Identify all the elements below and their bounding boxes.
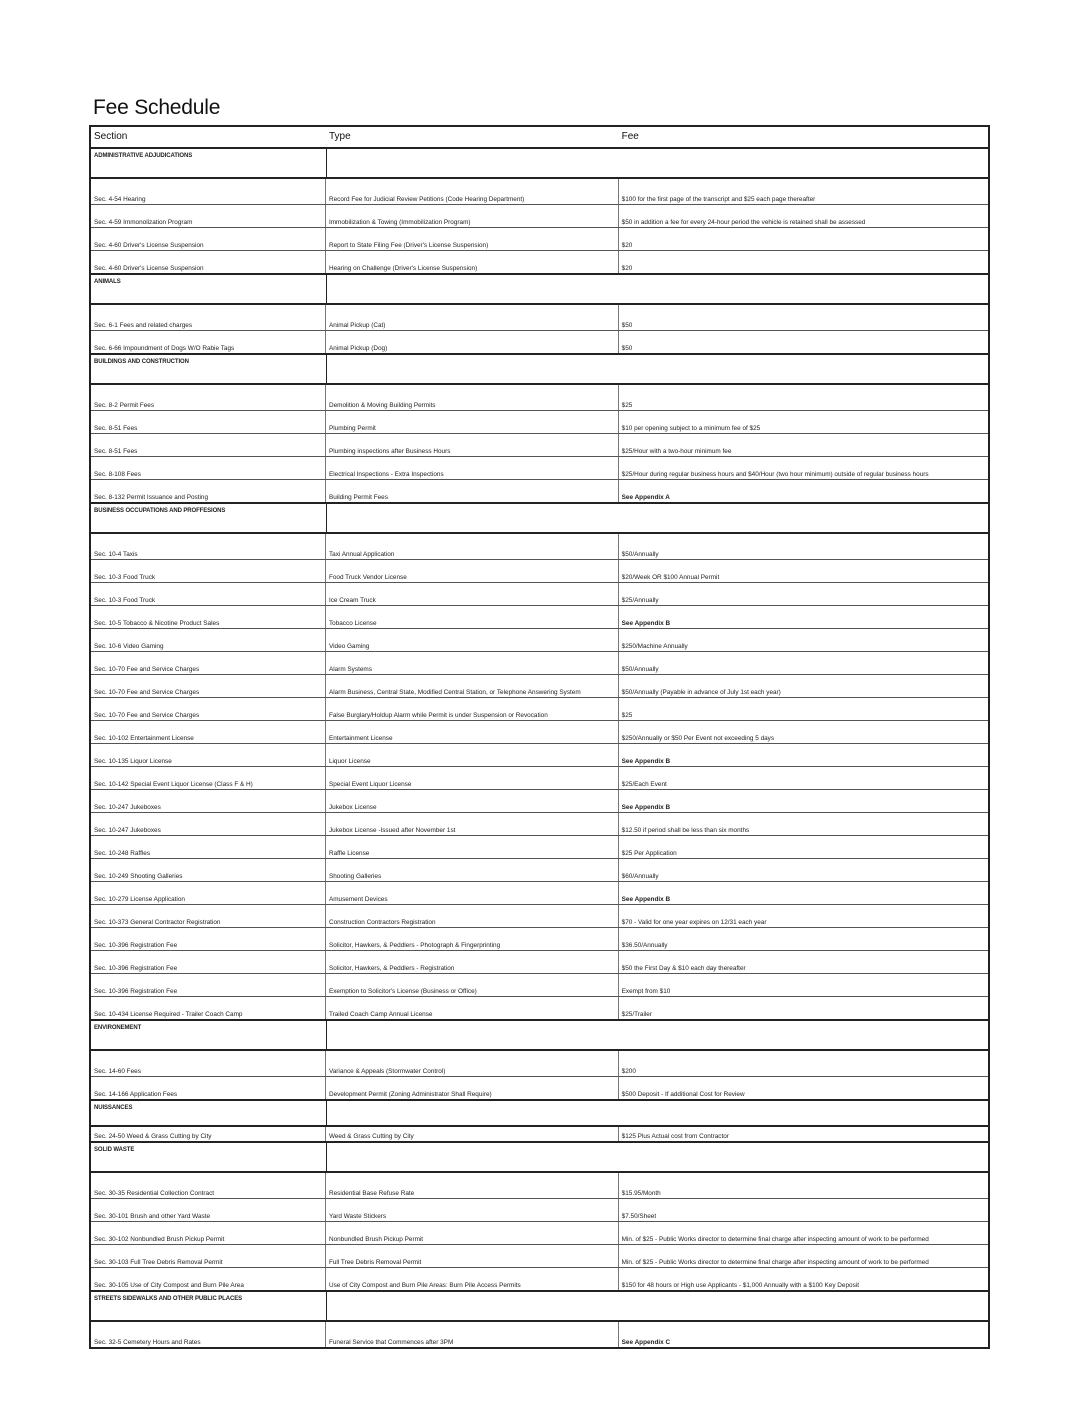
fee-cell: See Appendix B — [621, 758, 671, 765]
type-cell: Jukebox License — [326, 790, 619, 812]
type-cell: Video Gaming — [326, 629, 619, 651]
category-row — [89, 149, 990, 177]
category-row — [89, 1101, 990, 1125]
type-cell: Electrical Inspections - Extra Inspections — [326, 457, 619, 479]
type-cell: Weed & Grass Cutting by City — [326, 1127, 619, 1141]
category-blank-area — [327, 1021, 988, 1049]
table-row — [91, 766, 988, 789]
fee-schedule-table — [89, 125, 990, 1349]
category-name: ADMINISTRATIVE ADJUDICATIONS — [91, 149, 327, 177]
category-name: STREETS SIDEWALKS AND OTHER PUBLIC PLACES — [91, 1292, 327, 1320]
category-blank-area — [327, 275, 988, 303]
category-blank-area — [327, 149, 988, 177]
category-name: BUILDINGS AND CONSTRUCTION — [91, 355, 327, 383]
fee-cell: $25 — [621, 712, 633, 719]
table-row — [91, 697, 988, 720]
fee-cell: See Appendix B — [621, 804, 671, 811]
table-row — [91, 1173, 988, 1198]
section-cell: Sec. 10-434 License Required - Trailer Coach Camp — [91, 997, 326, 1019]
type-cell: Taxi Annual Application — [326, 534, 619, 559]
type-cell: Variance & Appeals (Stormwater Control) — [326, 1051, 619, 1076]
category-row — [89, 275, 990, 303]
table-row — [91, 250, 988, 273]
fee-cell: $50 — [621, 345, 633, 352]
category-blank-area — [327, 1292, 988, 1320]
fee-cell: $100 for the first page of the transcript and $25 each page thereafter — [621, 196, 816, 203]
type-cell: Solicitor, Hawkers, & Peddlers - Photograph & Fingerprinting — [326, 928, 619, 950]
section-cell: Sec. 10-249 Shooting Galleries — [91, 859, 326, 881]
section-cell: Sec. 32-5 Cemetery Hours and Rates — [91, 1322, 326, 1347]
section-cell: Sec. 4-60 Driver's License Suspension — [91, 228, 326, 250]
fee-cell: $50/Annually — [621, 551, 659, 558]
section-cell: Sec. 10-70 Fee and Service Charges — [91, 675, 326, 697]
category-name: ANIMALS — [91, 275, 327, 303]
section-cell: Sec. 10-102 Entertainment License — [91, 721, 326, 743]
type-cell: Demolition & Moving Building Permits — [326, 385, 619, 410]
category-name: BUSINESS OCCUPATIONS AND PROFFESIONS — [91, 504, 327, 532]
type-cell: Residential Base Refuse Rate — [326, 1173, 619, 1198]
column-header-type: Type — [328, 131, 351, 142]
fee-cell: $25/Hour during regular business hours and $40/Hour (two hour minimum) outside of regular business hours — [621, 471, 929, 478]
fee-cell: $36.50/Annually — [621, 942, 668, 949]
fee-cell: $12.50 if period shall be less than six months — [621, 827, 750, 834]
section-cell: Sec. 10-396 Registration Fee — [91, 951, 326, 973]
fee-cell: $500 Deposit - If additional Cost for Review — [621, 1091, 745, 1098]
section-cell: Sec. 10-142 Special Event Liquor License (Class F & H) — [91, 767, 326, 789]
table-row — [91, 227, 988, 250]
section-cell: Sec. 10-396 Registration Fee — [91, 928, 326, 950]
type-cell: Liquor License — [326, 744, 619, 766]
type-cell: Plumbing inspections after Business Hours — [326, 434, 619, 456]
page-title: Fee Schedule — [93, 96, 221, 119]
section-cell: Sec. 14-60 Fees — [91, 1051, 326, 1076]
table-row — [91, 1198, 988, 1221]
table-row — [91, 927, 988, 950]
table-row — [91, 605, 988, 628]
category-row — [89, 1021, 990, 1049]
fee-cell: $20 — [621, 242, 633, 249]
category-group — [89, 177, 990, 275]
type-cell: Tobacco License — [326, 606, 619, 628]
type-cell: Yard Waste Stickers — [326, 1199, 619, 1221]
fee-cell: $25/Hour with a two-hour minimum fee — [621, 448, 732, 455]
section-cell: Sec. 10-3 Food Truck — [91, 583, 326, 605]
type-cell: Solicitor, Hawkers, & Peddlers - Registration — [326, 951, 619, 973]
column-header-section: Section — [94, 131, 128, 142]
type-cell: Trailed Coach Camp Annual License — [326, 997, 619, 1019]
table-row — [91, 720, 988, 743]
category-group — [89, 1125, 990, 1143]
type-cell: Entertainment License — [326, 721, 619, 743]
fee-cell: Exempt from $10 — [621, 988, 671, 995]
category-blank-area — [327, 355, 988, 383]
fee-cell: $25 Per Application — [621, 850, 677, 857]
fee-cell: $20 — [621, 265, 633, 272]
section-cell: Sec. 30-102 Nonbundled Brush Pickup Permit — [91, 1222, 326, 1244]
table-row — [91, 904, 988, 927]
fee-cell: $150 for 48 hours or High use Applicants - $1,000 Annually with a $100 Key Deposit — [621, 1282, 859, 1289]
table-row — [91, 973, 988, 996]
table-row — [91, 204, 988, 227]
category-blank-area — [327, 1101, 988, 1125]
section-cell: Sec. 10-247 Jukeboxes — [91, 813, 326, 835]
fee-cell: See Appendix B — [621, 896, 671, 903]
table-row — [91, 674, 988, 697]
table-row — [91, 1127, 988, 1141]
table-row — [91, 179, 988, 204]
category-row — [89, 355, 990, 383]
fee-cell: $200 — [621, 1068, 636, 1075]
section-cell: Sec. 8-2 Permit Fees — [91, 385, 326, 410]
fee-cell: $10 per opening subject to a minimum fee of $25 — [621, 425, 761, 432]
category-row — [89, 1292, 990, 1320]
fee-cell: $25 — [621, 402, 633, 409]
table-row — [91, 858, 988, 881]
type-cell: Construction Contractors Registration — [326, 905, 619, 927]
section-cell: Sec. 10-6 Video Gaming — [91, 629, 326, 651]
type-cell: Funeral Service that Commences after 3PM — [326, 1322, 619, 1347]
fee-cell: $50 in addition a fee for every 24-hour period the vehicle is retained shall be assessed — [621, 219, 866, 226]
section-cell: Sec. 4-54 Hearing — [91, 179, 326, 204]
table-row — [91, 835, 988, 858]
category-group — [89, 1049, 990, 1101]
section-cell: Sec. 10-279 License Application — [91, 882, 326, 904]
fee-cell: $70 - Valid for one year expires on 12/31 each year — [621, 919, 767, 926]
table-header-row — [89, 125, 990, 149]
table-row — [91, 385, 988, 410]
type-cell: Alarm Business, Central State, Modified Central Station, or Telephone Answering System — [326, 675, 619, 697]
fee-cell: See Appendix B — [621, 620, 671, 627]
fee-cell: $50/Annually — [621, 666, 659, 673]
fee-cell: See Appendix A — [621, 494, 670, 501]
fee-cell: $50/Annually (Payable in advance of July 1st each year) — [621, 689, 781, 696]
fee-cell: $50 — [621, 322, 633, 329]
category-row — [89, 504, 990, 532]
table-row — [91, 1051, 988, 1076]
table-row — [91, 330, 988, 353]
section-cell: Sec. 14-166 Application Fees — [91, 1077, 326, 1099]
type-cell: Exemption to Solicitor's License (Business or Office) — [326, 974, 619, 996]
fee-cell: $25/Trailer — [621, 1011, 652, 1018]
type-cell: Plumbing Permit — [326, 411, 619, 433]
table-row — [91, 534, 988, 559]
type-cell: Report to State Filing Fee (Driver's License Suspension) — [326, 228, 619, 250]
type-cell: Jukebox License -Issued after November 1st — [326, 813, 619, 835]
section-cell: Sec. 8-51 Fees — [91, 411, 326, 433]
type-cell: Immobilization & Towing (Immobilization Program) — [326, 205, 619, 227]
type-cell: Food Truck Vendor License — [326, 560, 619, 582]
table-body — [89, 149, 990, 1349]
type-cell: Special Event Liquor License — [326, 767, 619, 789]
category-name: SOLID WASTE — [91, 1143, 327, 1171]
table-row — [91, 789, 988, 812]
section-cell: Sec. 24-50 Weed & Grass Cutting by City — [91, 1127, 326, 1141]
category-group — [89, 532, 990, 1021]
type-cell: Hearing on Challenge (Driver's License Suspension) — [326, 251, 619, 273]
type-cell: Shooting Galleries — [326, 859, 619, 881]
table-row — [91, 582, 988, 605]
category-group — [89, 383, 990, 504]
fee-cell: $250/Machine Annually — [621, 643, 688, 650]
fee-cell: $25/Each Event — [621, 781, 667, 788]
category-group — [89, 303, 990, 355]
category-row — [89, 1143, 990, 1171]
fee-cell: $15.95/Month — [621, 1190, 661, 1197]
type-cell: Full Tree Debris Removal Permit — [326, 1245, 619, 1267]
section-cell: Sec. 4-59 Immonolization Program — [91, 205, 326, 227]
type-cell: Nonbundled Brush Pickup Permit — [326, 1222, 619, 1244]
section-cell: Sec. 10-3 Food Truck — [91, 560, 326, 582]
type-cell: Animal Pickup (Dog) — [326, 331, 619, 353]
section-cell: Sec. 10-70 Fee and Service Charges — [91, 652, 326, 674]
fee-cell: $50 the First Day & $10 each day thereafter — [621, 965, 746, 972]
table-row — [91, 628, 988, 651]
table-row — [91, 433, 988, 456]
table-row — [91, 410, 988, 433]
table-row — [91, 812, 988, 835]
fee-cell: Min. of $25 - Public Works director to determine final charge after inspecting amount of work to be performed — [621, 1236, 929, 1243]
category-group — [89, 1320, 990, 1349]
table-row — [91, 1244, 988, 1267]
category-name: NUISSANCES — [91, 1101, 327, 1125]
section-cell: Sec. 4-60 Driver's License Suspension — [91, 251, 326, 273]
fee-cell: $20/Week OR $100 Annual Permit — [621, 574, 720, 581]
column-header-fee: Fee — [621, 131, 639, 142]
table-row — [91, 559, 988, 582]
table-row — [91, 996, 988, 1019]
section-cell: Sec. 10-247 Jukeboxes — [91, 790, 326, 812]
section-cell: Sec. 6-66 Impoundment of Dogs W/O Rabie Tags — [91, 331, 326, 353]
table-row — [91, 1076, 988, 1099]
category-blank-area — [327, 504, 988, 532]
section-cell: Sec. 8-51 Fees — [91, 434, 326, 456]
section-cell: Sec. 10-396 Registration Fee — [91, 974, 326, 996]
fee-cell: $25/Annually — [621, 597, 659, 604]
section-cell: Sec. 10-248 Raffles — [91, 836, 326, 858]
type-cell: Building Permit Fees — [326, 480, 619, 502]
category-name: ENVIRONEMENT — [91, 1021, 327, 1049]
section-cell: Sec. 30-103 Full Tree Debris Removal Permit — [91, 1245, 326, 1267]
section-cell: Sec. 10-373 General Contractor Registration — [91, 905, 326, 927]
type-cell: Amusement Devices — [326, 882, 619, 904]
category-blank-area — [327, 1143, 988, 1171]
category-group — [89, 1171, 990, 1292]
table-row — [91, 479, 988, 502]
fee-cell: $125 Plus Actual cost from Contractor — [621, 1133, 729, 1140]
fee-cell: $7.50/Sheet — [621, 1213, 657, 1220]
table-row — [91, 950, 988, 973]
type-cell: Alarm Systems — [326, 652, 619, 674]
section-cell: Sec. 10-4 Taxis — [91, 534, 326, 559]
fee-cell: See Appendix C — [621, 1339, 671, 1346]
fee-cell: $250/Annually or $50 Per Event not exceeding 5 days — [621, 735, 775, 742]
type-cell: False Burglary/Holdup Alarm while Permit is under Suspension or Revocation — [326, 698, 619, 720]
table-row — [91, 305, 988, 330]
section-cell: Sec. 30-35 Residential Collection Contract — [91, 1173, 326, 1198]
section-cell: Sec. 10-135 Liquor License — [91, 744, 326, 766]
table-row — [91, 743, 988, 766]
table-row — [91, 456, 988, 479]
fee-cell: Min. of $25 - Public Works director to determine final charge after inspecting amount of work to be performed — [621, 1259, 929, 1266]
section-cell: Sec. 8-108 Fees — [91, 457, 326, 479]
table-row — [91, 881, 988, 904]
section-cell: Sec. 8-132 Permit Issuance and Posting — [91, 480, 326, 502]
table-row — [91, 651, 988, 674]
section-cell: Sec. 6-1 Fees and related charges — [91, 305, 326, 330]
section-cell: Sec. 30-101 Brush and other Yard Waste — [91, 1199, 326, 1221]
section-cell: Sec. 30-105 Use of City Compost and Burn Pile Area — [91, 1268, 326, 1290]
table-row — [91, 1322, 988, 1347]
type-cell: Development Permit (Zoning Administrator Shall Require) — [326, 1077, 619, 1099]
section-cell: Sec. 10-5 Tobacco & Nicotine Product Sales — [91, 606, 326, 628]
type-cell: Use of City Compost and Burn Pile Areas: Burn Pile Access Permits — [326, 1268, 619, 1290]
type-cell: Animal Pickup (Cat) — [326, 305, 619, 330]
table-row — [91, 1221, 988, 1244]
table-row — [91, 1267, 988, 1290]
section-cell: Sec. 10-70 Fee and Service Charges — [91, 698, 326, 720]
type-cell: Record Fee for Judicial Review Petitions (Code Hearing Department) — [326, 179, 619, 204]
type-cell: Raffle License — [326, 836, 619, 858]
type-cell: Ice Cream Truck — [326, 583, 619, 605]
fee-cell: $60/Annually — [621, 873, 659, 880]
